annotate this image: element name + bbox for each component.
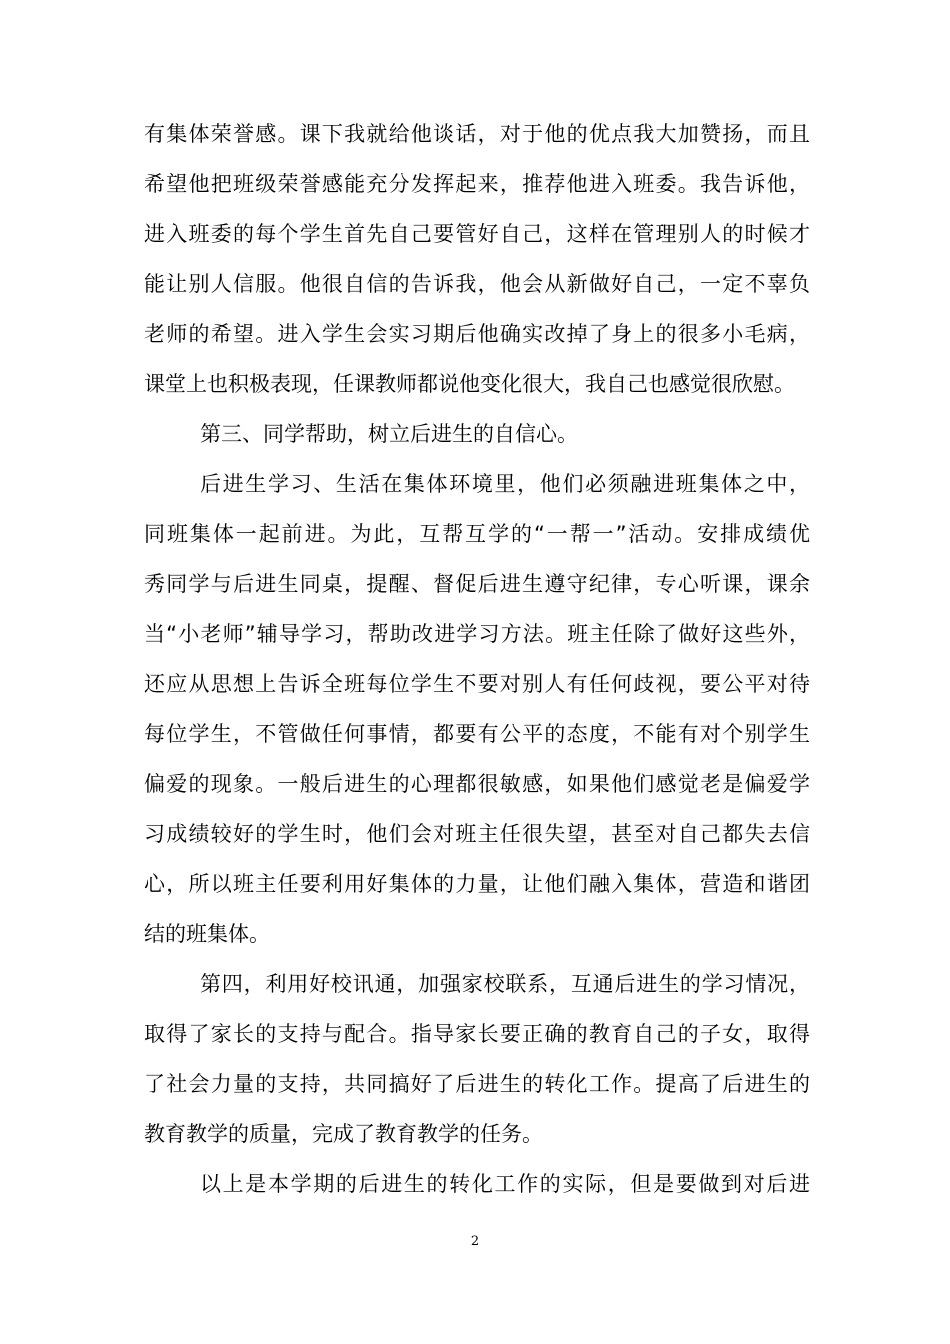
page-number: 2	[470, 1234, 480, 1249]
text-line: 结的班集体。	[144, 922, 270, 946]
text-line: 取得了家长的支持与配合。指导家长要正确的教育自己的子女，取得	[144, 1022, 810, 1046]
text-line: 进入班委的每个学生首先自己要管好自己，这样在管理别人的时候才	[144, 222, 810, 246]
text-line: 后进生学习、生活在集体环境里，他们必须融进班集体之中，	[200, 472, 810, 496]
text-line: 以上是本学期的后进生的转化工作的实际，但是要做到对后进	[200, 1172, 810, 1196]
text-line: 偏爱的现象。一般后进生的心理都很敏感，如果他们感觉老是偏爱学	[144, 772, 810, 796]
text-line: 有集体荣誉感。课下我就给他谈话，对于他的优点我大加赞扬，而且	[144, 122, 810, 146]
text-line: 老师的希望。进入学生会实习期后他确实改掉了身上的很多小毛病，	[144, 322, 810, 346]
text-line: 希望他把班级荣誉感能充分发挥起来，推荐他进入班委。我告诉他，	[144, 172, 810, 196]
text-line: 每位学生，不管做任何事情，都要有公平的态度，不能有对个别学生	[144, 722, 810, 746]
text-line: 秀同学与后进生同桌，提醒、督促后进生遵守纪律，专心听课，课余	[144, 572, 810, 596]
text-line: 同班集体一起前进。为此，互帮互学的“一帮一”活动。安排成绩优	[144, 522, 810, 546]
body-text	[144, 109, 810, 1209]
text-line: 还应从思想上告诉全班每位学生不要对别人有任何歧视，要公平对待	[144, 672, 810, 696]
text-line: 第三、同学帮助，树立后进生的自信心。	[200, 422, 578, 446]
text-line: 习成绩较好的学生时，他们会对班主任很失望，甚至对自己都失去信	[144, 822, 810, 846]
text-line: 教育教学的质量，完成了教育教学的任务。	[144, 1122, 543, 1146]
text-line: 第四，利用好校讯通，加强家校联系，互通后进生的学习情况，	[200, 972, 810, 996]
text-line: 能让别人信服。他很自信的告诉我，他会从新做好自己，一定不辜负	[144, 272, 810, 296]
text-line: 课堂上也积极表现，任课教师都说他变化很大，我自己也感觉很欣慰。	[144, 372, 795, 396]
text-line: 当“小老师”辅导学习，帮助改进学习方法。班主任除了做好这些外，	[144, 622, 810, 646]
text-line: 心，所以班主任要利用好集体的力量，让他们融入集体，营造和谐团	[144, 872, 810, 896]
text-line: 了社会力量的支持，共同搞好了后进生的转化工作。提高了后进生的	[144, 1072, 810, 1096]
